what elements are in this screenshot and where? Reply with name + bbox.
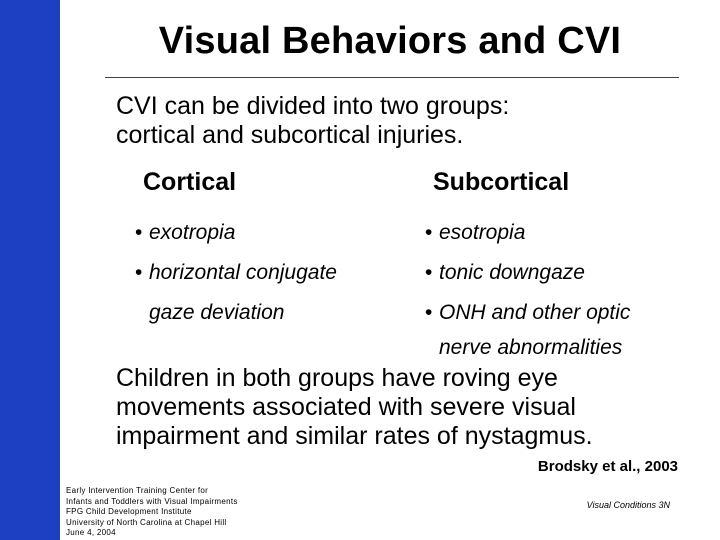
list-item-text: exotropia — [149, 221, 236, 244]
bullet-icon: • — [135, 221, 143, 244]
list-item — [425, 293, 715, 333]
summary-line: Children in both groups have roving eye — [116, 364, 558, 392]
list-item-text: esotropia — [439, 221, 526, 244]
subcortical-list — [425, 213, 715, 363]
summary-line: impairment and similar rates of nystagmus. — [116, 422, 593, 450]
summary-text — [116, 364, 676, 451]
footer-organization — [66, 486, 296, 539]
citation: Brodsky et al., 2003 — [537, 458, 678, 475]
footer-slide-label: Visual Conditions 3N — [586, 500, 670, 510]
intro-text — [116, 92, 676, 150]
subcortical-heading: Subcortical — [433, 168, 570, 196]
footer-date: June 4, 2004 — [66, 528, 116, 538]
title-divider — [105, 77, 679, 78]
footer-line: University of North Carolina at Chapel Hill — [66, 517, 227, 527]
footer-line: Early Intervention Training Center for — [66, 486, 209, 495]
footer-line: Infants and Toddlers with Visual Impairments — [66, 496, 238, 506]
list-item-text: tonic downgaze — [439, 261, 585, 284]
bullet-icon: • — [425, 221, 433, 244]
slide-title: Visual Behaviors and CVI — [158, 20, 622, 62]
cortical-heading: Cortical — [143, 168, 237, 196]
list-item — [425, 213, 715, 253]
list-item — [135, 253, 405, 293]
cortical-list — [135, 213, 405, 333]
list-item — [135, 213, 405, 253]
left-accent-bar — [0, 0, 60, 540]
list-item-continuation: gaze deviation — [149, 301, 285, 324]
list-item-continuation: nerve abnormalities — [439, 336, 623, 359]
footer-line: FPG Child Development Institute — [66, 507, 192, 517]
summary-line: movements associated with severe visual — [116, 393, 576, 421]
list-item-text: horizontal conjugate — [149, 261, 337, 284]
intro-line: CVI can be divided into two groups: — [116, 92, 510, 120]
bullet-icon: • — [425, 261, 433, 284]
list-item-text: ONH and other optic — [439, 301, 631, 324]
bullet-icon: • — [135, 261, 143, 284]
bullet-icon: • — [425, 301, 433, 324]
list-item — [425, 253, 715, 293]
intro-line: cortical and subcortical injuries. — [116, 121, 464, 149]
